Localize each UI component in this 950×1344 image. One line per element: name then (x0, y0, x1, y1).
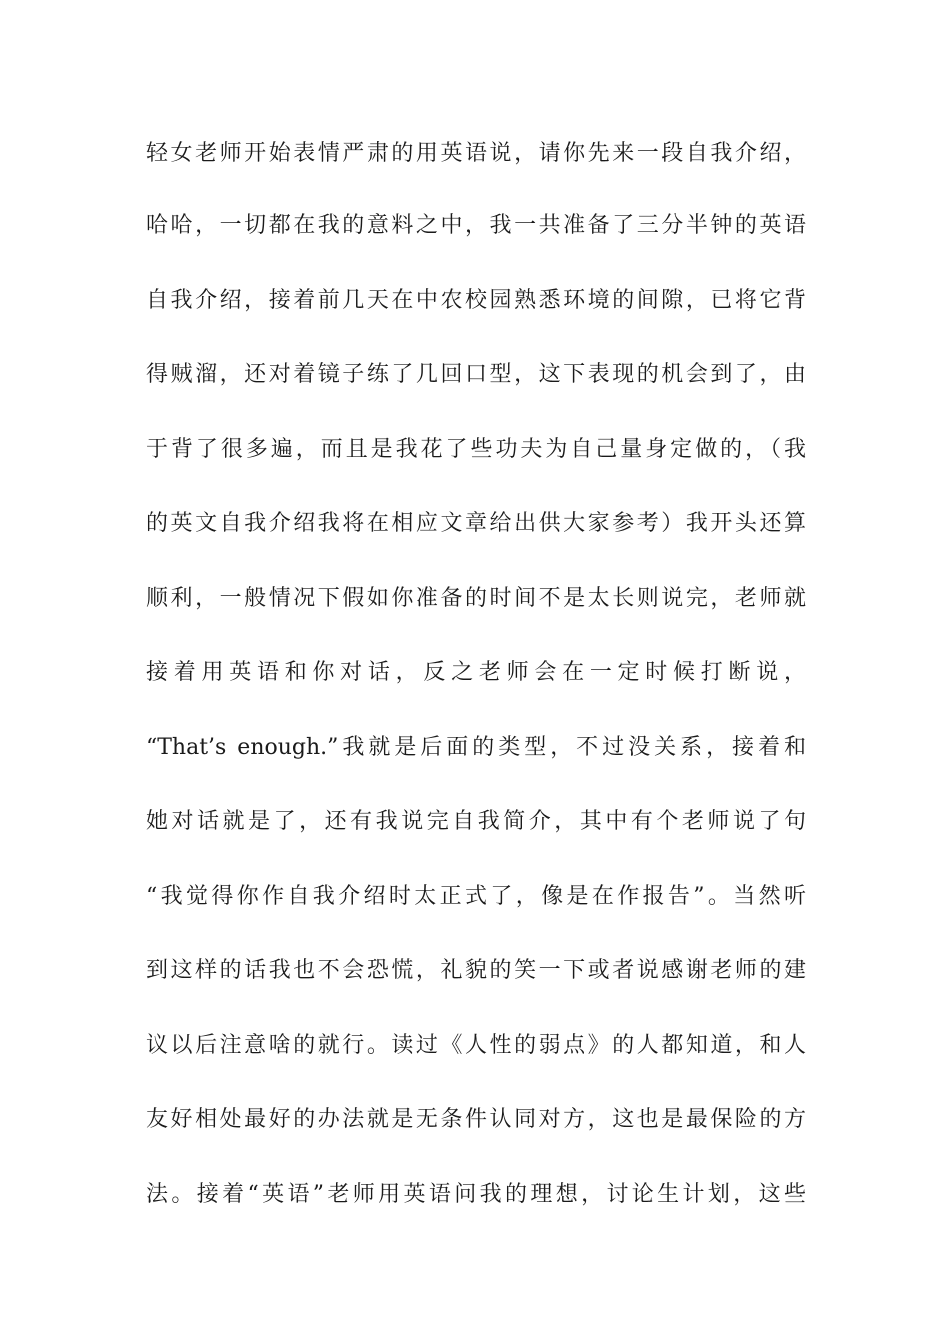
text-line: 友好相处最好的办法就是无条件认同对方，这也是最保险的方 (146, 1107, 806, 1132)
text-line: 于背了很多遍，而且是我花了些功夫为自己量身定做的，（我 (146, 437, 806, 462)
text-line: 接着用英语和你对话，反之老师会在一定时候打断说， (146, 660, 806, 685)
text-line: “我觉得你作自我介绍时太正式了，像是在作报告”。当然听 (146, 884, 806, 909)
text-line: 议以后注意啥的就行。读过《人性的弱点》的人都知道，和人 (146, 1033, 806, 1058)
text-line: 法。接着“英语”老师用英语问我的理想，讨论生计划，这些 (146, 1182, 806, 1207)
text-line: “That’s enough.”我就是后面的类型，不过没关系，接着和 (146, 735, 806, 760)
text-line: 顺利，一般情况下假如你准备的时间不是太长则说完，老师就 (146, 586, 806, 611)
text-line: 哈哈，一切都在我的意料之中，我一共准备了三分半钟的英语 (146, 213, 806, 238)
text-line: 到这样的话我也不会恐慌，礼貌的笑一下或者说感谢老师的建 (146, 958, 806, 983)
text-line: 轻女老师开始表情严肃的用英语说，请你先来一段自我介绍， (146, 141, 806, 166)
text-line: 自我介绍，接着前几天在中农校园熟悉环境的间隙，已将它背 (146, 288, 806, 313)
text-line: 的英文自我介绍我将在相应文章给出供大家参考）我开头还算 (146, 511, 806, 536)
text-line: 她对话就是了，还有我说完自我简介，其中有个老师说了句 (146, 809, 806, 834)
text-line: 得贼溜，还对着镜子练了几回口型，这下表现的机会到了，由 (146, 362, 806, 387)
